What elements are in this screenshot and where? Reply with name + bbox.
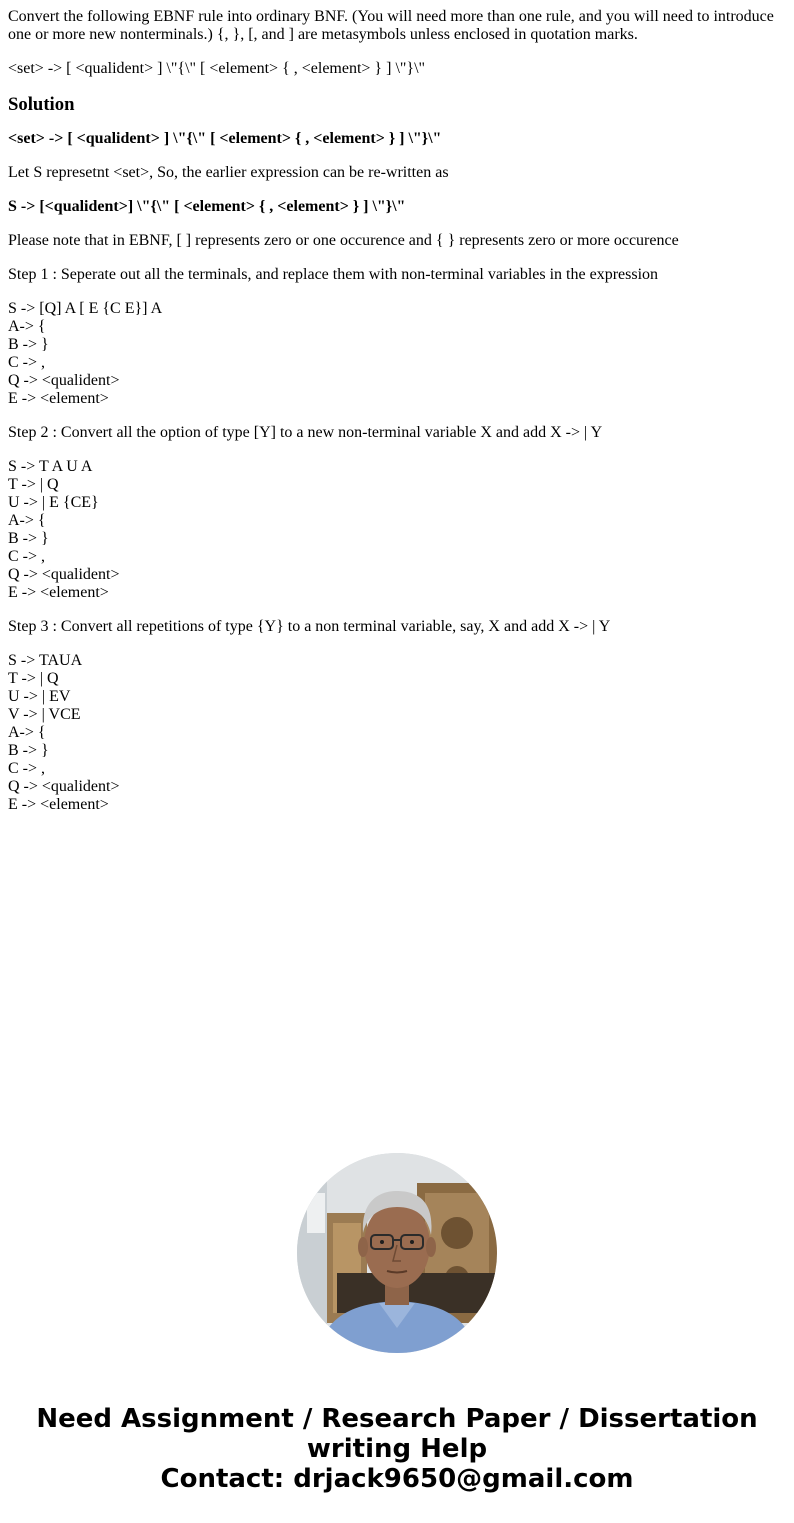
grammar-line: U -> | EV (8, 688, 71, 705)
grammar-line: B -> } (8, 336, 49, 353)
solution-heading: Solution (8, 94, 75, 115)
grammar-line: S -> [Q] A [ E {C E}] A (8, 300, 163, 317)
solution-intro: Let S represetnt <set>, So, the earlier expression can be re-written as (8, 164, 449, 181)
question-rule: <set> -> [ <qualident> ] \"{\" [ <element> { , <element> } ] \"}\" (8, 60, 426, 77)
promo-contact: Contact: drjack9650@gmail.com (160, 1464, 634, 1494)
question-text: Convert the following EBNF rule into ordinary BNF. (You will need more than one rule, and you will need to introduce one or more new nonterminals.) {, }, [, and ] are metasymbols unless enclosed in quotation marks. (8, 8, 774, 43)
grammar-line: B -> } (8, 530, 49, 547)
grammar-line: T -> | Q (8, 476, 59, 493)
tutor-avatar-photo (297, 1153, 497, 1353)
grammar-line: U -> | E {CE} (8, 494, 99, 511)
promo-line-2: writing Help (306, 1434, 488, 1464)
step2-title: Step 2 : Convert all the option of type [Y] to a new non-terminal variable X and add X -> | Y (8, 424, 603, 441)
step3-title: Step 3 : Convert all repetitions of type {Y} to a non terminal variable, say, X and add X -> | Y (8, 618, 611, 635)
grammar-line: E -> <element> (8, 796, 109, 813)
avatar-portrait-illustration (297, 1153, 497, 1353)
grammar-line: S -> T A U A (8, 458, 93, 475)
grammar-line: A-> { (8, 512, 46, 529)
grammar-line: C -> , (8, 760, 46, 777)
grammar-line: B -> } (8, 742, 49, 759)
step1-title: Step 1 : Seperate out all the terminals, and replace them with non-terminal variables in the expression (8, 266, 659, 283)
solution-note: Please note that in EBNF, [ ] represents zero or one occurence and { } represents zero or more occurence (8, 232, 679, 249)
grammar-line: Q -> <qualident> (8, 372, 120, 389)
grammar-line: A-> { (8, 318, 46, 335)
grammar-line: Q -> <qualident> (8, 778, 120, 795)
grammar-line: C -> , (8, 354, 46, 371)
grammar-line: T -> | Q (8, 670, 59, 687)
grammar-line: C -> , (8, 548, 46, 565)
grammar-line: V -> | VCE (8, 706, 81, 723)
promo-footer (0, 1404, 794, 1494)
step3-rules (8, 652, 786, 814)
solution-rule: <set> -> [ <qualident> ] \"{\" [ <element> { , <element> } ] \"}\" (8, 130, 442, 147)
promo-line-1: Need Assignment / Research Paper / Dissertation (36, 1404, 758, 1434)
document-body (8, 8, 786, 814)
step1-rules (8, 300, 786, 408)
grammar-line: A-> { (8, 724, 46, 741)
grammar-line: E -> <element> (8, 584, 109, 601)
grammar-line: E -> <element> (8, 390, 109, 407)
step2-rules (8, 458, 786, 602)
solution-rewritten-rule: S -> [<qualident>] \"{\" [ <element> { , <element> } ] \"}\" (8, 198, 406, 215)
grammar-line: Q -> <qualident> (8, 566, 120, 583)
grammar-line: S -> TAUA (8, 652, 83, 669)
